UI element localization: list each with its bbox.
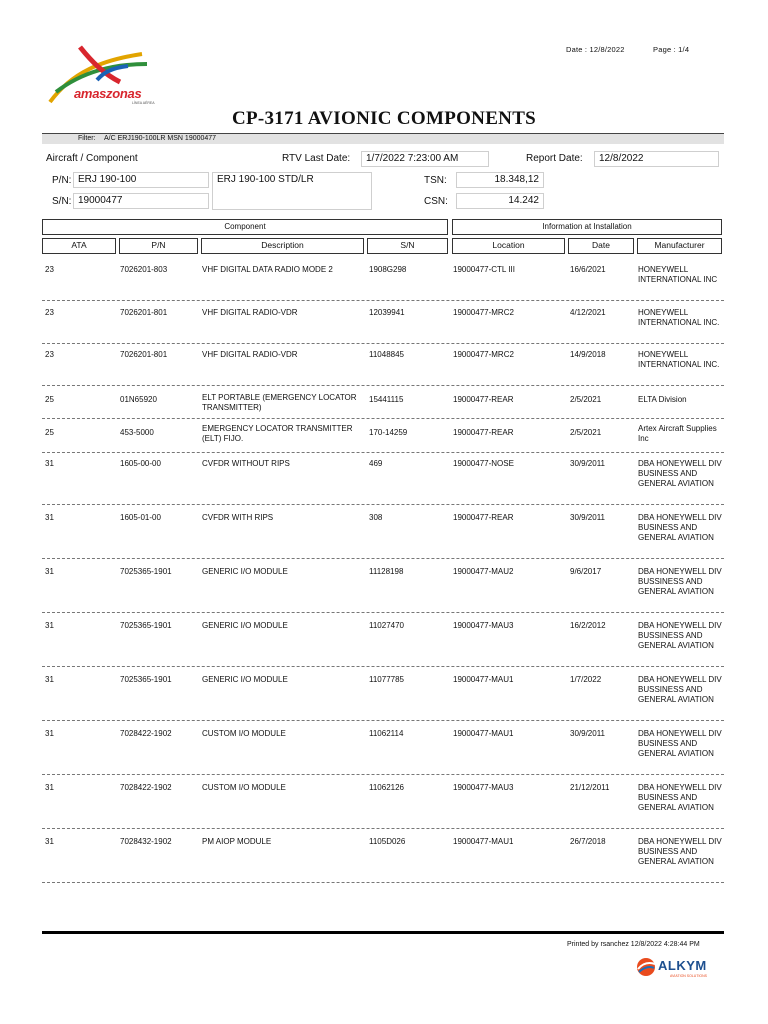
cell-ata: 31 (45, 783, 54, 792)
logo-wordmark: amaszonas (74, 86, 142, 101)
cell-sn: 15441115 (369, 395, 404, 404)
cell-sn: 1908G298 (369, 265, 407, 274)
cell-description: CUSTOM I/O MODULE (202, 729, 286, 738)
aircraft-component-label: Aircraft / Component (46, 153, 138, 164)
cell-pn: 453-5000 (120, 428, 154, 437)
cell-description: ELT PORTABLE (EMERGENCY LOCATOR TRANSMITTER) (202, 393, 357, 412)
row-divider (42, 612, 724, 613)
row-divider (42, 720, 724, 721)
row-divider (42, 558, 724, 559)
cell-sn: 12039941 (369, 308, 405, 317)
cell-date: 4/12/2021 (570, 308, 606, 317)
cell-date: 26/7/2018 (570, 837, 606, 846)
cell-date: 16/6/2021 (570, 265, 606, 274)
filter-label: Filter: (78, 135, 96, 142)
printed-by-text: Printed by rsanchez 12/8/2022 4:28:44 PM (567, 941, 700, 948)
cell-manufacturer: DBA HONEYWELL DIV BUSSINESS AND GENERAL AVIATION (638, 621, 722, 650)
cell-sn: 11027470 (369, 621, 404, 630)
cell-ata: 31 (45, 459, 54, 468)
cell-description: GENERIC I/O MODULE (202, 567, 288, 576)
cell-sn: 469 (369, 459, 383, 468)
cell-location: 19000477-MAU1 (453, 729, 514, 738)
row-divider (42, 385, 724, 386)
cell-ata: 31 (45, 729, 54, 738)
col-header-date: Date (568, 238, 634, 254)
cell-sn: 170-14259 (369, 428, 408, 437)
cell-location: 19000477-CTL III (453, 265, 515, 274)
company-logo (42, 42, 157, 110)
cell-pn: 7026201-801 (120, 350, 168, 359)
cell-location: 19000477-MAU2 (453, 567, 514, 576)
cell-sn: 11062114 (369, 729, 404, 738)
page-number: Page : 1/4 (653, 45, 690, 54)
cell-ata: 31 (45, 567, 54, 576)
cell-description: EMERGENCY LOCATOR TRANSMITTER (ELT) FIJO. (202, 424, 353, 443)
cell-ata: 25 (45, 428, 54, 437)
tsn-label: TSN: (424, 175, 447, 186)
alkym-tagline: AVIATION SOLUTIONS (670, 974, 708, 978)
cell-sn: 11128198 (369, 567, 404, 576)
row-divider (42, 300, 724, 301)
row-divider (42, 828, 724, 829)
rtv-last-date-label: RTV Last Date: (282, 153, 351, 164)
report-date-header: Date : 12/8/2022 (566, 45, 625, 54)
alkym-wordmark: ALKYM (658, 958, 707, 973)
cell-date: 30/9/2011 (570, 513, 605, 522)
cell-pn: 7028422-1902 (120, 783, 172, 792)
footer-rule (42, 931, 724, 934)
cell-date: 30/9/2011 (570, 729, 605, 738)
cell-pn: 7026201-801 (120, 308, 168, 317)
cell-sn: 11062126 (369, 783, 404, 792)
report-date-field: 12/8/2022 (594, 151, 719, 167)
cell-manufacturer: HONEYWELL INTERNATIONAL INC (638, 265, 718, 284)
logo-tagline: LÍNEA AÉREA (132, 101, 155, 105)
cell-sn: 308 (369, 513, 383, 522)
cell-ata: 23 (45, 308, 54, 317)
cell-ata: 31 (45, 621, 54, 630)
sn-label: S/N: (52, 196, 72, 207)
cell-location: 19000477-MRC2 (453, 350, 514, 359)
col-header-pn: P/N (119, 238, 198, 254)
cell-pn: 1605-01-00 (120, 513, 161, 522)
row-divider (42, 774, 724, 775)
cell-description: VHF DIGITAL RADIO-VDR (202, 350, 298, 359)
rtv-last-date-field: 1/7/2022 7:23:00 AM (361, 151, 489, 167)
cell-date: 2/5/2021 (570, 395, 602, 404)
cell-pn: 7028432-1902 (120, 837, 172, 846)
col-header-ata: ATA (42, 238, 116, 254)
tsn-field: 18.348,12 (456, 172, 544, 188)
cell-manufacturer: HONEYWELL INTERNATIONAL INC. (638, 308, 720, 327)
row-divider (42, 343, 724, 344)
cell-pn: 1605-00-00 (120, 459, 161, 468)
cell-ata: 31 (45, 837, 54, 846)
cell-location: 19000477-REAR (453, 428, 514, 437)
cell-description: GENERIC I/O MODULE (202, 621, 288, 630)
page-title: CP-3171 AVIONIC COMPONENTS (231, 108, 537, 129)
cell-ata: 25 (45, 395, 54, 404)
row-divider (42, 666, 724, 667)
cell-description: VHF DIGITAL DATA RADIO MODE 2 (202, 265, 333, 274)
cell-ata: 31 (45, 513, 54, 522)
cell-location: 19000477-MRC2 (453, 308, 514, 317)
cell-date: 16/2/2012 (570, 621, 606, 630)
cell-pn: 7025365-1901 (120, 621, 172, 630)
col-header-sn: S/N (367, 238, 448, 254)
col-header-location: Location (452, 238, 565, 254)
cell-ata: 23 (45, 265, 54, 274)
cell-pn: 7028422-1902 (120, 729, 172, 738)
model-field: ERJ 190-100 STD/LR (212, 172, 372, 210)
cell-manufacturer: DBA HONEYWELL DIV BUSINESS AND GENERAL AVIATION (638, 729, 722, 758)
sn-field: 19000477 (73, 193, 209, 209)
cell-location: 19000477-MAU1 (453, 837, 514, 846)
cell-ata: 23 (45, 350, 54, 359)
cell-manufacturer: DBA HONEYWELL DIV BUSINESS AND GENERAL AVIATION (638, 513, 722, 542)
cell-location: 19000477-MAU3 (453, 783, 514, 792)
csn-field: 14.242 (456, 193, 544, 209)
cell-location: 19000477-NOSE (453, 459, 514, 468)
cell-sn: 11077785 (369, 675, 404, 684)
row-divider (42, 504, 724, 505)
cell-location: 19000477-REAR (453, 395, 514, 404)
cell-description: VHF DIGITAL RADIO-VDR (202, 308, 298, 317)
cell-description: GENERIC I/O MODULE (202, 675, 288, 684)
alkym-globe-icon (636, 957, 656, 977)
alkym-logo (636, 955, 726, 981)
pn-label: P/N: (52, 175, 72, 186)
cell-pn: 7025365-1901 (120, 675, 172, 684)
cell-description: CUSTOM I/O MODULE (202, 783, 286, 792)
cell-pn: 7026201-803 (120, 265, 168, 274)
cell-manufacturer: HONEYWELL INTERNATIONAL INC. (638, 350, 720, 369)
cell-date: 2/5/2021 (570, 428, 602, 437)
cell-sn: 1105D026 (369, 837, 406, 846)
filter-value: A/C ERJ190-100LR MSN 19000477 (104, 135, 217, 142)
cell-manufacturer: DBA HONEYWELL DIV BUSSINESS AND GENERAL AVIATION (638, 567, 722, 596)
cell-description: CVFDR WITH RIPS (202, 513, 274, 522)
cell-pn: 7025365-1901 (120, 567, 172, 576)
cell-manufacturer: DBA HONEYWELL DIV BUSINESS AND GENERAL AVIATION (638, 837, 722, 866)
row-divider (42, 418, 724, 419)
cell-date: 1/7/2022 (570, 675, 602, 684)
cell-description: PM AIOP MODULE (202, 837, 272, 846)
report-date-label: Report Date: (526, 153, 583, 164)
cell-pn: 01N65920 (120, 395, 157, 404)
cell-description: CVFDR WITHOUT RIPS (202, 459, 290, 468)
cell-location: 19000477-REAR (453, 513, 514, 522)
cell-sn: 11048845 (369, 350, 404, 359)
csn-label: CSN: (424, 196, 448, 207)
col-header-manufacturer: Manufacturer (637, 238, 722, 254)
cell-ata: 31 (45, 675, 54, 684)
group-header-component: Component (42, 219, 448, 235)
cell-date: 30/9/2011 (570, 459, 605, 468)
cell-manufacturer: DBA HONEYWELL DIV BUSINESS AND GENERAL AVIATION (638, 459, 722, 488)
filter-bar (42, 133, 724, 144)
col-header-description: Description (201, 238, 364, 254)
cell-location: 19000477-MAU3 (453, 621, 514, 630)
cell-date: 9/6/2017 (570, 567, 602, 576)
cell-date: 14/9/2018 (570, 350, 606, 359)
cell-location: 19000477-MAU1 (453, 675, 514, 684)
cell-manufacturer: DBA HONEYWELL DIV BUSINESS AND GENERAL AVIATION (638, 783, 722, 812)
group-header-installation: Information at Installation (452, 219, 722, 235)
pn-field: ERJ 190-100 (73, 172, 209, 188)
cell-manufacturer: ELTA Division (638, 395, 687, 404)
cell-manufacturer: Artex Aircraft Supplies Inc (638, 424, 717, 443)
row-divider (42, 452, 724, 453)
row-divider (42, 882, 724, 883)
cell-manufacturer: DBA HONEYWELL DIV BUSSINESS AND GENERAL AVIATION (638, 675, 722, 704)
cell-date: 21/12/2011 (570, 783, 610, 792)
